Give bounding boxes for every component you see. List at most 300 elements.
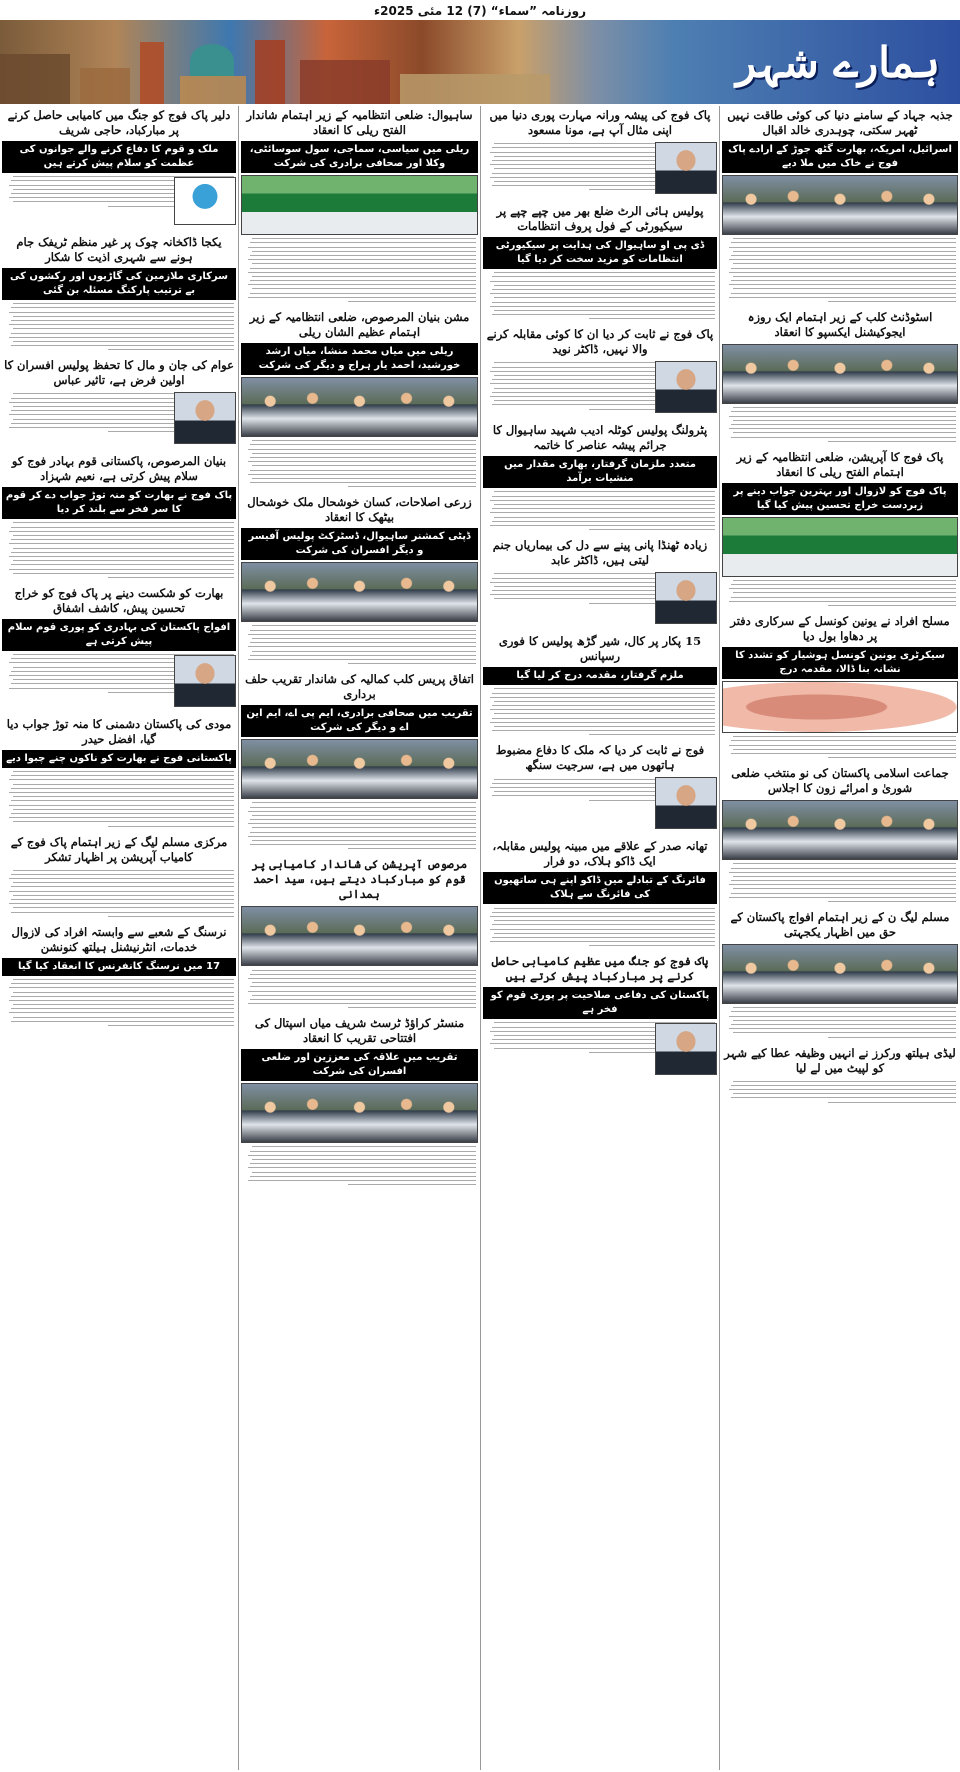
article-body	[722, 1081, 958, 1103]
text-line	[492, 496, 715, 497]
text-line	[729, 284, 956, 285]
text-line	[248, 297, 476, 298]
crowd-photo	[241, 906, 478, 966]
text-line	[13, 907, 234, 908]
text-line	[252, 1146, 476, 1147]
text-line	[11, 983, 234, 984]
article	[2, 584, 236, 709]
text-line	[13, 821, 234, 822]
text-line	[348, 663, 476, 664]
article-headline[interactable]: بنیان المرصوص، پاکستانی قوم بہادر فوج کو سلام پیش کرتی ہے، نعیم شہزاد	[11, 454, 227, 484]
article-subheadline: تقریب میں صحافی برادری، ایم پی اے، ایم این اے و دیگر کی شرکت	[241, 705, 478, 737]
shrine-dome-illustration	[190, 44, 234, 78]
text-line	[13, 303, 234, 304]
article-headline[interactable]: یکجا ڈاکخانہ چوک پر غیر منظم ٹریفک جام ہونے سے شہری اذیت کا شکار	[16, 235, 222, 264]
article-body	[241, 625, 478, 664]
text-line	[733, 276, 956, 277]
article-headline[interactable]: تھانہ صدر کے علاقے میں مبینہ پولیس مقابلہ، ایک ڈاکو ہلاک، دو فرار	[492, 839, 708, 869]
text-line	[731, 1011, 956, 1012]
text-line	[250, 1176, 476, 1177]
article-body	[2, 979, 236, 1026]
text-line	[492, 693, 715, 694]
portrait-photo	[655, 361, 717, 413]
article	[483, 741, 717, 831]
text-line	[729, 272, 956, 273]
text-line	[13, 1004, 234, 1005]
text-line	[13, 573, 234, 574]
text-line	[492, 718, 715, 719]
text-line	[733, 263, 956, 264]
text-line	[733, 876, 956, 877]
article-headline[interactable]: مسلح افراد نے یونین کونسل کے سرکاری دفتر پر دھاوا بول دیا	[730, 614, 950, 643]
text-line	[731, 597, 956, 598]
text-line	[9, 569, 234, 570]
article-headline[interactable]: پاک فوج کا آپریشن، ضلعی انتظامیہ کے زیر اہتمام الفتح ریلی کا انعقاد	[736, 449, 944, 479]
text-line	[729, 1089, 956, 1090]
article-headline[interactable]: مرکزی مسلم لیگ کے زیر اہتمام پاک فوج کے کامیاب آپریشن پر اظہار تشکر	[10, 834, 228, 864]
article	[483, 837, 717, 946]
section-title: ہمارے شہر	[735, 38, 940, 87]
article-headline[interactable]: اتفاق پریس کلب کمالیہ کی شاندار تقریب حلف برداری	[245, 672, 474, 702]
text-line	[11, 1008, 234, 1009]
text-line	[250, 642, 476, 643]
article-headline[interactable]: مسلم لیگ ن کے زیر اہتمام افواج پاکستان کے حق میں اظہار یکجہتی	[730, 910, 950, 939]
text-line	[248, 247, 476, 248]
article	[483, 202, 717, 319]
text-line	[11, 886, 234, 887]
text-line	[252, 465, 476, 466]
text-line	[9, 531, 234, 532]
text-line	[729, 416, 956, 417]
text-line	[494, 701, 715, 702]
text-line	[490, 293, 715, 294]
article-headline[interactable]: لیڈی ہیلتھ ورکرز نے انہیں وظیفہ عطا کیے شہر کو لپیٹ میں لے لیا	[724, 1045, 956, 1075]
article-headline[interactable]: اسٹوڈنٹ کلب کے زیر اہتمام ایک روزہ ایجوکیشنل ایکسپو کا انعقاد	[747, 310, 933, 339]
text-line	[11, 912, 234, 913]
article-subheadline: ڈپٹی کمشنر ساہیوال، ڈسٹرکٹ پولیس آفیسر و دیگر افسران کی شرکت	[241, 528, 478, 560]
crowd-photo	[722, 800, 958, 860]
text-line	[733, 1007, 956, 1008]
text-line	[252, 815, 476, 816]
text-line	[733, 592, 956, 593]
text-line	[248, 1003, 476, 1004]
text-line	[729, 428, 956, 429]
text-line	[731, 1097, 956, 1098]
text-line	[733, 251, 956, 252]
article	[241, 1014, 478, 1185]
article	[2, 923, 236, 1026]
text-line	[13, 522, 234, 523]
text-line	[494, 491, 715, 492]
text-line	[11, 813, 234, 814]
article-body	[722, 1007, 958, 1037]
text-line	[589, 734, 716, 735]
text-line	[733, 288, 956, 289]
article-body	[241, 802, 478, 849]
text-line	[494, 272, 715, 273]
text-line	[731, 242, 956, 243]
crowd-photo	[241, 562, 478, 622]
article	[2, 833, 236, 917]
article-headline[interactable]: منسٹر کراؤڈ ٹرسٹ شریف میاں اسپتال کی افتتاحی تقریب کا انعقاد	[254, 1016, 465, 1046]
text-line	[733, 1093, 956, 1094]
article-subheadline: ریلی میں سیاسی، سماجی، سول سوسائٹی، وکلا اور صحافی برادری کی شرکت	[241, 141, 478, 173]
text-line	[248, 1167, 476, 1168]
text-line	[731, 255, 956, 256]
article-headline[interactable]: زرعی اصلاحات، کسان خوشحال ملک خوشحال بیٹھک کا انعقاد	[247, 495, 472, 525]
text-line	[252, 638, 476, 639]
text-line	[108, 916, 235, 917]
text-line	[9, 337, 234, 338]
text-line	[252, 827, 476, 828]
article	[241, 670, 478, 849]
text-line	[11, 775, 234, 776]
text-line	[731, 584, 956, 585]
article-body	[722, 580, 958, 606]
text-line	[11, 527, 234, 528]
text-line	[9, 312, 234, 313]
article	[241, 308, 478, 487]
portrait-photo	[174, 392, 236, 444]
article-subheadline: پاکستانی فوج نے بھارت کو ناکوں چنے چبوا دیے	[2, 750, 236, 768]
text-line	[252, 1172, 476, 1173]
article-headline[interactable]: 15 پکار پر کال، شیر گڑھ پولیس کا فوری رسپانس	[498, 634, 702, 664]
text-line	[731, 280, 956, 281]
text-line	[248, 474, 476, 475]
text-line	[252, 238, 476, 239]
text-line	[13, 560, 234, 561]
text-line	[731, 880, 956, 881]
text-line	[490, 929, 715, 930]
article-subheadline: سرکاری ملازمین کی گاڑیوں اور رکشوں کی بے ترتیب پارکنگ مسئلہ بن گئی	[2, 268, 236, 300]
text-line	[589, 945, 716, 946]
article-subheadline: ریلی میں میاں محمد منشا، میاں ارشد خورشید، احمد یار ہراج و دیگر کی شرکت	[241, 343, 478, 375]
text-line	[9, 891, 234, 892]
text-line	[494, 920, 715, 921]
article	[483, 421, 717, 530]
fort-illustration	[0, 54, 70, 104]
text-line	[9, 1000, 234, 1001]
text-line	[731, 753, 956, 754]
text-line	[490, 722, 715, 723]
text-line	[13, 992, 234, 993]
article	[2, 106, 236, 227]
text-line	[252, 276, 476, 277]
text-line	[250, 280, 476, 281]
text-line	[731, 868, 956, 869]
article-subheadline: پاک فوج نے بھارت کو منہ توڑ جواب دے کر قوم کا سر فخر سے بلند کر دیا	[2, 487, 236, 519]
text-line	[733, 1081, 956, 1082]
article-headline[interactable]: زیادہ ٹھنڈا پانی پینے سے دل کی بیماریاں جنم لیتی ہیں، ڈاکٹر عابد	[492, 538, 708, 568]
text-line	[731, 268, 956, 269]
text-line	[731, 893, 956, 894]
text-line	[494, 726, 715, 727]
text-line	[250, 444, 476, 445]
gate-illustration	[300, 60, 390, 104]
text-line	[252, 263, 476, 264]
column-divider	[480, 106, 481, 1770]
text-line	[248, 259, 476, 260]
column-divider	[719, 106, 720, 1770]
article	[2, 715, 236, 827]
text-line	[248, 646, 476, 647]
text-line	[252, 478, 476, 479]
text-line	[828, 757, 956, 758]
text-line	[11, 1021, 234, 1022]
article-headline[interactable]: مرصوص آپریشن کی شاندار کامیابی پر قوم کو مبارکباد دیتے ہیں، سید احمد ہمدانی	[251, 857, 468, 902]
article-headline[interactable]: پٹرولنگ پولیس کوٹلہ ادیب شہید ساہیوال کا جرائم پیشہ عناصر کا خاتمہ	[492, 423, 708, 453]
text-line	[729, 588, 956, 589]
crowd-photo	[241, 1083, 478, 1143]
text-line	[490, 709, 715, 710]
text-line	[248, 449, 476, 450]
article-headline[interactable]: دلیر پاک فوج کو جنگ میں کامیابی حاصل کرنے پر مبارکباد، حاجی شریف	[7, 108, 231, 137]
column-4	[2, 106, 236, 1770]
tower-illustration	[140, 42, 164, 104]
text-line	[248, 823, 476, 824]
article-headline[interactable]: پاک فوج کی پیشہ ورانہ مہارت پوری دنیا میں اپنی مثال آپ ہے، مونا مسعود	[489, 108, 711, 137]
text-line	[250, 242, 476, 243]
text-line	[494, 297, 715, 298]
portrait-photo	[655, 777, 717, 829]
text-line	[731, 411, 956, 412]
text-line	[11, 333, 234, 334]
article-headline[interactable]: جماعت اسلامی پاکستان کی نو منتخب ضلعی شوریٰ و امرائے زون کا اجلاس	[731, 766, 949, 796]
text-line	[11, 874, 234, 875]
article-subheadline: تقریب میں علاقہ کی معززین اور ضلعی افسران کی شرکت	[241, 1049, 478, 1081]
text-line	[250, 655, 476, 656]
text-line	[250, 630, 476, 631]
text-line	[11, 320, 234, 321]
text-line	[108, 577, 235, 578]
text-line	[252, 802, 476, 803]
crowd-photo	[241, 377, 478, 437]
text-line	[248, 659, 476, 660]
text-line	[252, 251, 476, 252]
article-subheadline: فائرنگ کے تبادلے میں ڈاکو اپنے ہی ساتھیوں کی فائرنگ سے ہلاک	[483, 872, 717, 904]
text-line	[733, 736, 956, 737]
text-line	[733, 407, 956, 408]
text-line	[589, 318, 716, 319]
text-line	[492, 730, 715, 731]
text-line	[731, 1024, 956, 1025]
masthead	[0, 0, 960, 21]
text-line	[492, 276, 715, 277]
article-subheadline: افواج پاکستان کی بہادری کو پوری قوم سلام پیش کرتی ہے	[2, 619, 236, 651]
text-line	[492, 302, 715, 303]
article-headline[interactable]: جذبہ جہاد کے سامنے دنیا کی کوئی طاقت نہیں ٹھہر سکتی، چوہدری خالد اقبال	[727, 108, 953, 137]
text-line	[248, 1155, 476, 1156]
text-line	[9, 817, 234, 818]
article-body	[483, 272, 717, 319]
article-body	[483, 491, 717, 530]
column-divider	[238, 106, 239, 1770]
banner-photo	[241, 175, 478, 235]
article-subheadline: 17 میں نرسنگ کانفرنس کا انعقاد کیا گیا	[2, 958, 236, 976]
text-line	[729, 1016, 956, 1017]
portrait-photo	[174, 655, 236, 707]
text-line	[729, 297, 956, 298]
text-line	[248, 461, 476, 462]
text-line	[252, 995, 476, 996]
text-line	[729, 247, 956, 248]
text-line	[494, 285, 715, 286]
text-line	[9, 556, 234, 557]
text-line	[250, 832, 476, 833]
article-headline[interactable]: عوام کی جان و مال کا تحفظ پولیس افسران کا اولین فرض ہے، تاثیر عباس	[4, 358, 234, 388]
text-line	[250, 819, 476, 820]
text-line	[108, 826, 235, 827]
article	[722, 308, 958, 442]
clock-tower-illustration	[255, 40, 285, 104]
text-line	[250, 974, 476, 975]
text-line	[492, 289, 715, 290]
article-subheadline: پاک فوج کو لازوال اور بہترین جواب دینے پر زبردست خراج تحسین پیش کیا گیا	[722, 483, 958, 515]
article-headline[interactable]: مشن بنیان المرصوص، ضلعی انتظامیہ کے زیر اہتمام عظیم الشان ریلی	[249, 310, 470, 339]
text-line	[248, 991, 476, 992]
article	[241, 855, 478, 1008]
text-line	[11, 788, 234, 789]
article	[483, 952, 717, 1077]
text-line	[490, 697, 715, 698]
article-subheadline: ملزم گرفتار، مقدمہ درج کر لیا گیا	[483, 667, 717, 685]
text-line	[731, 293, 956, 294]
text-line	[248, 634, 476, 635]
article-headline[interactable]: پولیس ہائی الرٹ ضلع بھر میں چپے چپے پر سیکیورٹی کے فول پروف انتظامات	[496, 204, 704, 233]
text-line	[348, 301, 476, 302]
column-1	[722, 106, 958, 1770]
article-subheadline: ملک و قوم کا دفاع کرنے والے جوانوں کی عظمت کو سلام پیش کرتے ہیں	[2, 141, 236, 173]
text-line	[250, 482, 476, 483]
article-body	[2, 303, 236, 350]
text-line	[252, 453, 476, 454]
text-line	[494, 908, 715, 909]
article	[722, 448, 958, 606]
article-headline[interactable]: مودی کی پاکستان دشمنی کا منہ توڑ جواب دیا گیا، افضل حیدر	[6, 716, 232, 746]
text-line	[733, 580, 956, 581]
text-line	[348, 848, 476, 849]
text-line	[494, 310, 715, 311]
article-body	[722, 736, 958, 758]
text-line	[348, 486, 476, 487]
logo-photo	[174, 177, 236, 225]
text-line	[252, 625, 476, 626]
text-line	[252, 440, 476, 441]
article-headline[interactable]: بھارت کو شکست دینے پر پاک فوج کو خراج تحسین پیش، کاشف اشفاق	[14, 585, 224, 615]
article-headline[interactable]: ساہیوال: ضلعی انتظامیہ کے زیر اہتمام شاندار الفتح ریلی کا انعقاد	[246, 108, 473, 137]
text-line	[9, 1012, 234, 1013]
article	[241, 106, 478, 302]
text-line	[250, 255, 476, 256]
text-line	[828, 1037, 956, 1038]
text-line	[828, 441, 956, 442]
city-banner	[0, 20, 960, 104]
text-line	[733, 238, 956, 239]
text-line	[492, 937, 715, 938]
text-line	[13, 548, 234, 549]
text-line	[248, 284, 476, 285]
text-line	[248, 836, 476, 837]
text-line	[729, 259, 956, 260]
article-subheadline: پاکستان کی دفاعی صلاحیت پر پوری قوم کو فخر ہے	[483, 987, 717, 1019]
text-line	[733, 420, 956, 421]
text-line	[490, 306, 715, 307]
text-line	[9, 543, 234, 544]
text-line	[248, 272, 476, 273]
text-line	[828, 901, 956, 902]
text-line	[9, 805, 234, 806]
text-line	[11, 996, 234, 997]
text-line	[729, 1028, 956, 1029]
article-headline[interactable]: پاک فوج کو جنگ میں عظیم کامیابی حاصل کرنے پر مبارکباد پیش کرتے ہیں	[491, 954, 709, 984]
article	[483, 632, 717, 735]
text-line	[13, 895, 234, 896]
article	[483, 536, 717, 626]
article	[722, 764, 958, 902]
text-line	[248, 978, 476, 979]
text-line	[13, 328, 234, 329]
text-line	[494, 504, 715, 505]
text-line	[252, 970, 476, 971]
banner-photo	[722, 517, 958, 577]
article-headline[interactable]: فوج نے ثابت کر دیا کہ ملک کا دفاع مضبوط ہاتھوں میں ہے، سرجیت سنگھ	[495, 743, 705, 773]
article	[483, 325, 717, 415]
article-headline[interactable]: پاک فوج نے ثابت کر دیا ان کا کوئی مقابلہ کرنے والا نہیں، ڈاکٹر نوید	[486, 327, 714, 357]
article-body	[2, 870, 236, 917]
text-line	[9, 987, 234, 988]
text-line	[250, 1151, 476, 1152]
text-line	[733, 1032, 956, 1033]
text-line	[731, 740, 956, 741]
text-line	[250, 999, 476, 1000]
article	[722, 908, 958, 1038]
text-line	[733, 749, 956, 750]
wound-photo	[722, 681, 958, 733]
text-line	[492, 705, 715, 706]
column-3	[241, 106, 478, 1770]
text-line	[828, 1102, 956, 1103]
text-line	[11, 307, 234, 308]
text-line	[250, 457, 476, 458]
article-subheadline: متعدد ملزمان گرفتار، بھاری مقدار میں منشیات برآمد	[483, 456, 717, 488]
text-line	[248, 1180, 476, 1181]
article-subheadline: ڈی پی او ساہیوال کی ہدایت پر سیکیورٹی انتظامات کو مزید سخت کر دیا گیا	[483, 237, 717, 269]
text-line	[492, 924, 715, 925]
article	[722, 106, 958, 302]
text-line	[733, 888, 956, 889]
article-body	[241, 1146, 478, 1185]
text-line	[11, 539, 234, 540]
text-line	[492, 314, 715, 315]
portrait-photo	[655, 572, 717, 624]
article	[2, 356, 236, 446]
text-line	[108, 349, 235, 350]
text-line	[13, 882, 234, 883]
text-line	[108, 1025, 235, 1026]
masthead-label: روزنامہ ”سماء“ (7) 12 مئی 2025ء	[374, 4, 586, 18]
shrine-base-illustration	[180, 76, 246, 104]
text-line	[11, 552, 234, 553]
text-line	[9, 878, 234, 879]
text-line	[252, 1159, 476, 1160]
article-headline[interactable]: نرسنگ کے شعبے سے وابستہ افراد کی لازوال خدمات، انٹرنیشنل ہیلتھ کنونشن	[11, 924, 227, 954]
text-line	[733, 1020, 956, 1021]
text-line	[250, 844, 476, 845]
text-line	[490, 500, 715, 501]
text-line	[494, 713, 715, 714]
text-line	[13, 796, 234, 797]
crowd-photo	[241, 739, 478, 799]
